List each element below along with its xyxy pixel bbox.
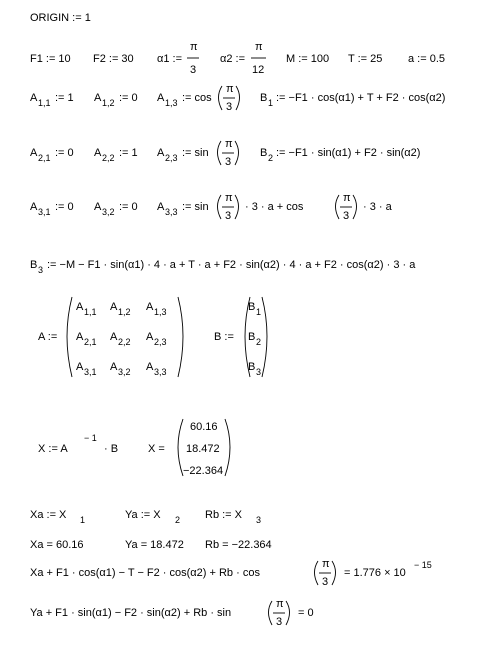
x-result-3: −22.364 (183, 465, 224, 477)
f1-definition[interactable]: F1 := 10 (30, 53, 71, 65)
a12-value[interactable]: := 0 (119, 92, 138, 104)
y-check-result: = 0 (298, 607, 314, 619)
x-check-three: 3 (322, 576, 329, 588)
alpha1-denominator: 3 (190, 64, 197, 76)
b1-expression[interactable]: := −F1 · cos(α1) + T + F2 · cos(α2) (276, 92, 446, 104)
m-definition[interactable]: M := 100 (286, 53, 330, 65)
y-check-three: 3 (276, 616, 283, 628)
a13-three: 3 (226, 101, 233, 113)
m-a33-symbol: A (146, 361, 154, 373)
a33-right-paren-1 (235, 195, 239, 219)
x-check-expression: Xa + F1 · cos(α1) − T − F2 · cos(α2) + Rb · cos (30, 567, 260, 579)
v-b1-sub: 1 (256, 307, 262, 317)
row2-definitions (30, 138, 420, 168)
a11-value[interactable]: := 1 (55, 92, 74, 104)
component-assignments (30, 509, 272, 551)
m-a11-sub: 1,1 (84, 307, 97, 317)
ya-definition[interactable]: Ya := X (125, 509, 161, 521)
a12-subscript: 1,2 (102, 98, 115, 108)
a11-subscript: 1,1 (38, 98, 51, 108)
alpha2-denominator: 12 (252, 64, 265, 76)
m-a32-sub: 3,2 (118, 367, 131, 377)
a33-left-paren-2 (336, 195, 340, 219)
f2-definition[interactable]: F2 := 30 (93, 53, 134, 65)
m-a11-symbol: A (76, 301, 84, 313)
a-definition[interactable]: a := 0.5 (408, 53, 446, 65)
a23-right-paren (235, 141, 239, 165)
a32-value[interactable]: := 0 (119, 201, 138, 213)
b3-definition (30, 259, 416, 275)
m-a31-sub: 3,1 (84, 367, 97, 377)
x-check-right-paren (332, 561, 336, 585)
vector-b-definition[interactable] (214, 297, 267, 377)
a33-function[interactable]: := sin (182, 201, 209, 213)
a11-symbol: A (30, 92, 38, 104)
y-check-pi: π (276, 598, 284, 610)
v-b2-sub: 2 (256, 337, 262, 347)
solve-tail: · B (104, 443, 119, 455)
a13-function[interactable]: := cos (182, 92, 212, 104)
a23-left-paren (218, 141, 222, 165)
row1-definitions (30, 83, 445, 113)
origin-definition[interactable]: ORIGIN := 1 (30, 12, 91, 24)
x-result (148, 419, 230, 477)
a33-pi-1: π (225, 192, 233, 204)
alpha1-numerator: π (190, 41, 198, 53)
b2-subscript: 2 (268, 153, 274, 163)
m-a23-sub: 2,3 (154, 337, 167, 347)
m-a22-sub: 2,2 (118, 337, 131, 347)
matrix-a-left-paren (67, 297, 72, 377)
x-check-exponent: − 15 (414, 560, 432, 570)
a23-pi: π (225, 138, 233, 150)
a33-three-1: 3 (225, 210, 232, 222)
matrix-a-definition[interactable] (38, 297, 183, 377)
v-b1-symbol: B (248, 301, 256, 313)
a33-pi-2: π (343, 192, 351, 204)
solve-lhs: X := A (38, 443, 68, 455)
a13-right-paren (236, 86, 240, 110)
a33-right-paren-2 (353, 195, 357, 219)
a13-left-paren (219, 86, 223, 110)
x-result-right-paren (225, 419, 230, 476)
a22-value[interactable]: := 1 (119, 147, 138, 159)
a13-symbol: A (157, 92, 165, 104)
y-check-expression: Ya + F1 · sin(α1) − F2 · sin(α2) + Rb · sin (30, 607, 232, 619)
m-a13-symbol: A (146, 301, 154, 313)
a22-symbol: A (94, 147, 102, 159)
vector-b-label: B := (214, 331, 234, 343)
a21-symbol: A (30, 147, 38, 159)
a33-subscript: 3,3 (165, 207, 178, 217)
m-a32-symbol: A (110, 361, 118, 373)
ya-evaluation[interactable]: Ya = 18.472 (125, 539, 184, 551)
m-a23-symbol: A (146, 331, 154, 343)
b2-symbol: B (260, 147, 268, 159)
y-check-right-paren (286, 601, 290, 625)
matrix-a-label: A := (38, 331, 58, 343)
x-result-2: 18.472 (186, 443, 220, 455)
y-check-left-paren (269, 601, 273, 625)
matrix-a-right-paren (178, 297, 183, 377)
inverse-exponent: − 1 (84, 433, 97, 443)
parameter-definitions (30, 41, 445, 76)
a33-middle: · 3 · a + cos (245, 201, 304, 213)
xa-subscript: 1 (80, 515, 86, 525)
m-a12-symbol: A (110, 301, 118, 313)
v-b2-symbol: B (248, 331, 256, 343)
a21-subscript: 2,1 (38, 153, 51, 163)
a13-pi: π (226, 83, 234, 95)
x-equilibrium-check[interactable] (30, 558, 432, 588)
a23-subscript: 2,3 (165, 153, 178, 163)
rb-definition[interactable]: Rb := X (205, 509, 242, 521)
rb-evaluation[interactable]: Rb = −22.364 (205, 539, 272, 551)
b2-expression[interactable]: := −F1 · sin(α1) + F2 · sin(α2) (276, 147, 421, 159)
alpha2-numerator: π (255, 41, 263, 53)
row3-definitions (30, 192, 393, 222)
rb-subscript: 3 (256, 515, 262, 525)
m-a31-symbol: A (76, 361, 84, 373)
m-a33-sub: 3,3 (154, 367, 167, 377)
x-check-pi: π (322, 558, 330, 570)
xa-definition[interactable]: Xa := X (30, 509, 67, 521)
v-b3-sub: 3 (256, 367, 262, 377)
a12-symbol: A (94, 92, 102, 104)
b3-subscript: 3 (38, 265, 44, 275)
y-equilibrium-check[interactable] (30, 598, 314, 628)
solve-definition[interactable] (38, 433, 118, 455)
a23-function[interactable]: := sin (182, 147, 209, 159)
a31-symbol: A (30, 201, 38, 213)
a31-value[interactable]: := 0 (55, 201, 74, 213)
x-result-1: 60.16 (190, 421, 218, 433)
b3-symbol: B (30, 259, 38, 271)
vector-b-right-paren (262, 297, 267, 377)
a32-symbol: A (94, 201, 102, 213)
m-a21-sub: 2,1 (84, 337, 97, 347)
x-equals-label: X = (148, 443, 165, 455)
a33-tail: · 3 · a (363, 201, 392, 213)
a33-symbol: A (157, 201, 165, 213)
a33-left-paren-1 (218, 195, 222, 219)
m-a12-sub: 1,2 (118, 307, 131, 317)
m-a22-symbol: A (110, 331, 118, 343)
x-check-result: = 1.776 × 10 (344, 567, 406, 579)
ya-subscript: 2 (175, 515, 181, 525)
m-a13-sub: 1,3 (154, 307, 167, 317)
a23-three: 3 (225, 156, 232, 168)
b1-subscript: 1 (268, 98, 274, 108)
a22-subscript: 2,2 (102, 153, 115, 163)
a33-three-2: 3 (343, 210, 350, 222)
v-b3-symbol: B (248, 361, 256, 373)
b3-expression[interactable]: := −M − F1 · sin(α1) · 4 · a + T · a + F2 · sin(α2) · 4 · a + F2 · cos(α2) · 3 · a (47, 259, 416, 271)
m-a21-symbol: A (76, 331, 84, 343)
a21-value[interactable]: := 0 (55, 147, 74, 159)
xa-evaluation[interactable]: Xa = 60.16 (30, 539, 84, 551)
b1-symbol: B (260, 92, 268, 104)
a32-subscript: 3,2 (102, 207, 115, 217)
a23-symbol: A (157, 147, 165, 159)
t-definition[interactable]: T := 25 (348, 53, 383, 65)
a13-subscript: 1,3 (165, 98, 178, 108)
x-check-left-paren (315, 561, 319, 585)
alpha2-definition[interactable]: α2 := (220, 53, 246, 65)
a31-subscript: 3,1 (38, 207, 51, 217)
alpha1-definition[interactable]: α1 := (157, 53, 183, 65)
